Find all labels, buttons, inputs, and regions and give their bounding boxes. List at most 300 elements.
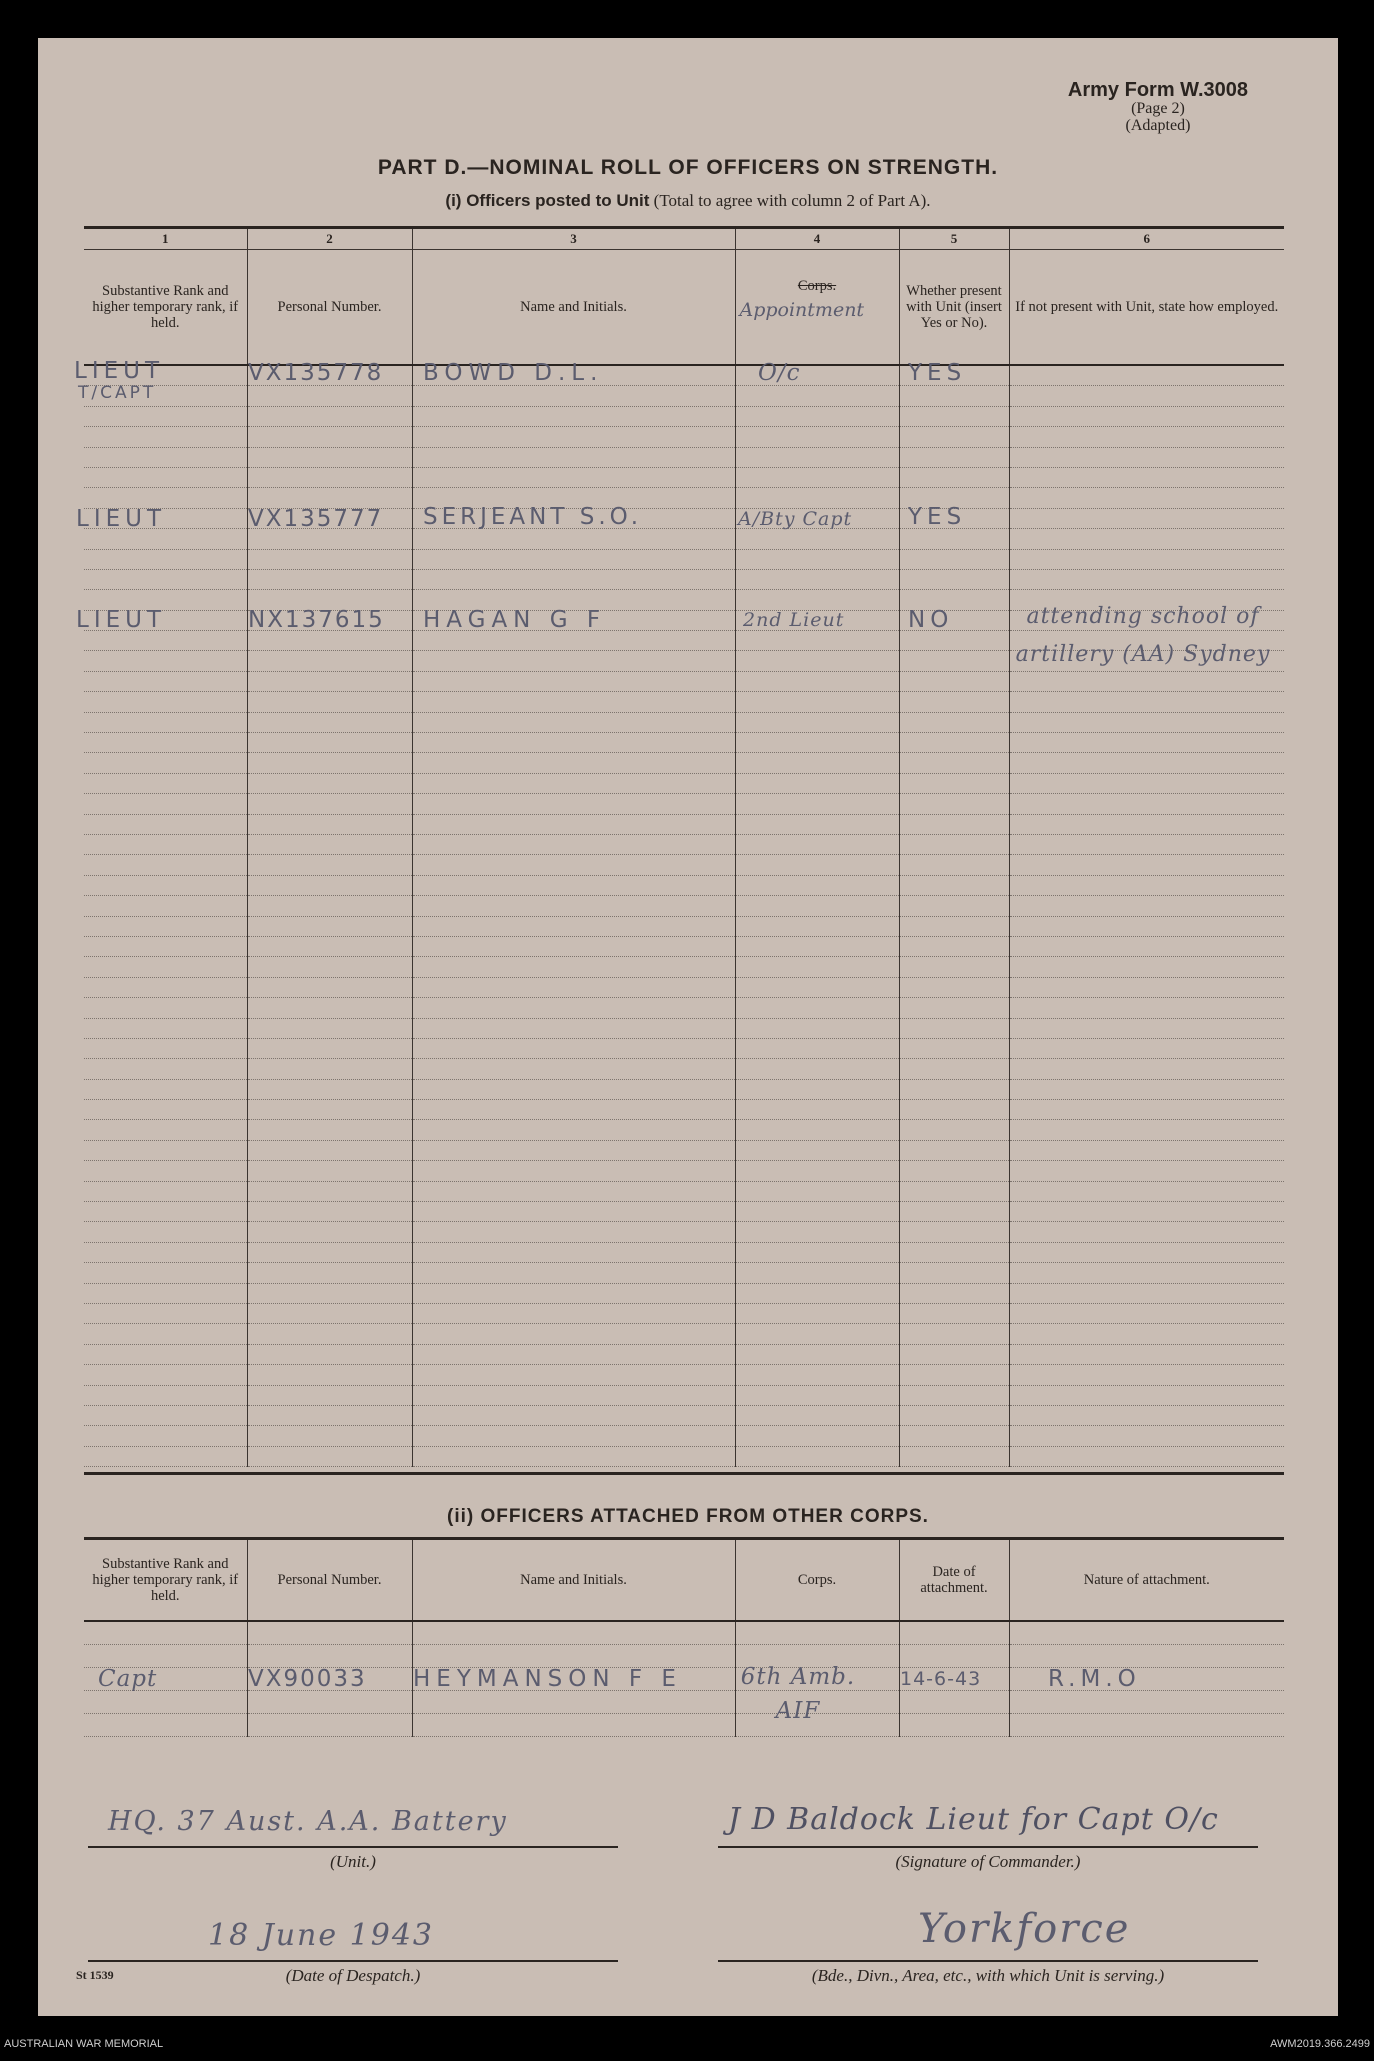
attached-officers-table: [84, 1540, 1284, 1737]
posted-row: [84, 936, 1284, 956]
posted-cell: [84, 427, 247, 447]
posted-cell: [1009, 773, 1284, 793]
posted-cell: [84, 1038, 247, 1058]
posted-cell: [735, 467, 899, 487]
posted-header-row: [84, 250, 1284, 366]
posted-cell: [84, 957, 247, 977]
posted-cell: [84, 447, 247, 467]
col-number-3: 3: [412, 229, 735, 250]
posted-cell: [412, 1324, 735, 1344]
part-d-subtitle-bold: (i) Officers posted to Unit: [445, 191, 650, 210]
entry-3-number: NX137615: [248, 607, 385, 633]
attached-entry-number: VX90033: [248, 1666, 367, 1692]
posted-cell: [899, 1426, 1009, 1446]
posted-cell: [84, 1120, 247, 1140]
posted-cell: [84, 977, 247, 997]
posted-row: [84, 875, 1284, 895]
posted-cell: [899, 447, 1009, 467]
print-code: St 1539: [76, 1968, 114, 1982]
posted-cell: [735, 427, 899, 447]
posted-cell: [899, 1263, 1009, 1283]
attached-cell: [899, 1714, 1009, 1737]
posted-cell: [1009, 1426, 1284, 1446]
header-corps: [735, 250, 899, 366]
despatch-date-value: 18 June 1943: [208, 1918, 435, 1953]
posted-cell: [735, 977, 899, 997]
posted-row: [84, 753, 1284, 773]
posted-cell: [84, 936, 247, 956]
posted-cell: [735, 692, 899, 712]
entry-1-present: YES: [908, 360, 967, 386]
posted-cell: [1009, 1181, 1284, 1201]
posted-cell: [1009, 1059, 1284, 1079]
posted-cell: [247, 1100, 412, 1120]
attached-row: [84, 1621, 1284, 1645]
posted-cell: [1009, 1303, 1284, 1323]
posted-cell: [247, 692, 412, 712]
posted-row: [84, 1365, 1284, 1385]
posted-cell: [899, 671, 1009, 691]
posted-cell: [247, 1140, 412, 1160]
posted-cell: [247, 753, 412, 773]
attached-header-name: Name and Initials.: [412, 1540, 735, 1621]
posted-cell: [84, 1242, 247, 1262]
posted-row: [84, 957, 1284, 977]
attached-title: (ii) OFFICERS ATTACHED FROM OTHER CORPS.: [447, 1506, 929, 1527]
posted-row: [84, 671, 1284, 691]
posted-cell: [247, 1303, 412, 1323]
attached-row: [84, 1645, 1284, 1668]
posted-cell: [84, 1324, 247, 1344]
posted-cell: [84, 569, 247, 589]
posted-cell: [84, 1426, 247, 1446]
posted-cell: [412, 1059, 735, 1079]
posted-cell: [1009, 1283, 1284, 1303]
header-name: Name and Initials.: [412, 250, 735, 366]
posted-cell: [84, 753, 247, 773]
posted-cell: [84, 1202, 247, 1222]
posted-cell: [247, 875, 412, 895]
posted-cell: [899, 936, 1009, 956]
posted-cell: [899, 875, 1009, 895]
posted-cell: [84, 1283, 247, 1303]
posted-cell: [84, 1181, 247, 1201]
posted-cell: [899, 1405, 1009, 1425]
attached-entry-date: 14-6-43: [900, 1668, 982, 1690]
posted-cell: [247, 1324, 412, 1344]
entry-3-appointment: 2nd Lieut: [743, 609, 845, 631]
column-numbers-row: [84, 229, 1284, 250]
posted-cell: [735, 773, 899, 793]
posted-cell: [247, 794, 412, 814]
signature-line: [718, 1846, 1258, 1848]
posted-cell: [247, 671, 412, 691]
attached-cell: [247, 1621, 412, 1645]
signature-value: J D Baldock Lieut for Capt O/c: [728, 1802, 1219, 1837]
posted-cell: [735, 1140, 899, 1160]
posted-row: [84, 1161, 1284, 1181]
part-d-subtitle: [38, 191, 1338, 211]
posted-cell: [899, 1038, 1009, 1058]
posted-cell: [899, 569, 1009, 589]
posted-cell: [899, 834, 1009, 854]
posted-row: [84, 998, 1284, 1018]
posted-cell: [735, 712, 899, 732]
posted-cell: [247, 1222, 412, 1242]
posted-cell: [899, 957, 1009, 977]
posted-row: [84, 1303, 1284, 1323]
posted-cell: [247, 1120, 412, 1140]
posted-cell: [899, 1365, 1009, 1385]
posted-cell: [899, 1283, 1009, 1303]
posted-cell: [1009, 1324, 1284, 1344]
entry-2-appointment: A/Bty Capt: [738, 508, 853, 530]
posted-cell: [899, 1303, 1009, 1323]
posted-cell: [899, 631, 1009, 651]
posted-cell: [1009, 896, 1284, 916]
attached-cell: [1009, 1691, 1284, 1714]
posted-cell: [412, 1161, 735, 1181]
posted-cell: [247, 712, 412, 732]
posted-cell: [1009, 447, 1284, 467]
posted-cell: [735, 1446, 899, 1466]
posted-row: [84, 1140, 1284, 1160]
posted-cell: [247, 1018, 412, 1038]
entry-2-name: SERJEANT S.O.: [423, 504, 643, 530]
posted-cell: [412, 896, 735, 916]
posted-cell: [412, 712, 735, 732]
posted-cell: [1009, 1038, 1284, 1058]
posted-cell: [247, 1365, 412, 1385]
posted-cell: [412, 1263, 735, 1283]
posted-cell: [84, 1303, 247, 1323]
despatch-date-caption: (Date of Despatch.): [285, 1966, 421, 1985]
col-number-4: 4: [735, 229, 899, 250]
posted-row: [84, 1405, 1284, 1425]
posted-cell: [1009, 1120, 1284, 1140]
posted-cell: [412, 1385, 735, 1405]
posted-cell: [247, 1263, 412, 1283]
posted-row: [84, 1181, 1284, 1201]
formation-line: [718, 1960, 1258, 1962]
posted-row: [84, 773, 1284, 793]
posted-cell: [247, 1405, 412, 1425]
posted-cell: [412, 671, 735, 691]
header-personal-number: Personal Number.: [247, 250, 412, 366]
posted-row: [84, 896, 1284, 916]
posted-cell: [84, 1222, 247, 1242]
posted-cell: [1009, 406, 1284, 426]
posted-cell: [247, 733, 412, 753]
posted-cell: [1009, 467, 1284, 487]
attached-cell: [84, 1691, 247, 1714]
posted-cell: [1009, 1202, 1284, 1222]
form-name: Army Form W.3008: [1067, 79, 1248, 101]
posted-cell: [1009, 998, 1284, 1018]
posted-cell: [1009, 1018, 1284, 1038]
posted-cell: [1009, 855, 1284, 875]
posted-cell: [1009, 1446, 1284, 1466]
posted-cell: [1009, 1242, 1284, 1262]
posted-cell: [899, 1202, 1009, 1222]
posted-cell: [1009, 488, 1284, 508]
posted-cell: [899, 529, 1009, 549]
posted-cell: [247, 651, 412, 671]
posted-cell: [735, 814, 899, 834]
entry-1-number: VX135778: [248, 360, 384, 386]
posted-cell: [735, 855, 899, 875]
posted-cell: [84, 814, 247, 834]
posted-cell: [899, 998, 1009, 1018]
col-number-6: 6: [1009, 229, 1284, 250]
posted-cell: [735, 936, 899, 956]
posted-cell: [899, 467, 1009, 487]
attached-cell: [84, 1621, 247, 1645]
attached-header-date: Date of attachment.: [899, 1540, 1009, 1621]
posted-cell: [412, 977, 735, 997]
posted-cell: [412, 692, 735, 712]
posted-cell: [899, 814, 1009, 834]
posted-cell: [1009, 916, 1284, 936]
posted-row: [84, 1426, 1284, 1446]
posted-row: [84, 386, 1284, 406]
posted-cell: [247, 1446, 412, 1466]
posted-cell: [247, 1181, 412, 1201]
posted-cell: [412, 1120, 735, 1140]
posted-cell: [735, 671, 899, 691]
attached-cell: [412, 1714, 735, 1737]
form-page: [38, 38, 1338, 2016]
formation-caption: (Bde., Divn., Area, etc., with which Unit is serving.): [811, 1966, 1165, 1985]
posted-cell: [735, 569, 899, 589]
posted-cell: [899, 753, 1009, 773]
form-adapted: (Adapted): [1125, 116, 1191, 134]
posted-cell: [412, 1100, 735, 1120]
posted-cell: [899, 549, 1009, 569]
posted-cell: [247, 773, 412, 793]
posted-row: [84, 1344, 1284, 1364]
attached-header-corps: Corps.: [735, 1540, 899, 1621]
posted-cell: [84, 875, 247, 895]
posted-cell: [412, 1018, 735, 1038]
posted-cell: [247, 631, 412, 651]
posted-cell: [412, 875, 735, 895]
posted-cell: [412, 1405, 735, 1425]
posted-cell: [412, 467, 735, 487]
posted-cell: [735, 1100, 899, 1120]
attached-cell: [84, 1714, 247, 1737]
posted-cell: [1009, 1100, 1284, 1120]
posted-cell: [735, 406, 899, 426]
posted-row: [84, 467, 1284, 487]
posted-cell: [735, 1120, 899, 1140]
posted-cell: [84, 406, 247, 426]
attached-entry-rank: Capt: [98, 1666, 158, 1692]
posted-cell: [247, 427, 412, 447]
posted-cell: [735, 1079, 899, 1099]
attached-header-nature: Nature of attachment.: [1009, 1540, 1284, 1621]
posted-cell: [899, 692, 1009, 712]
signature-caption: (Signature of Commander.): [895, 1852, 1081, 1871]
posted-cell: [735, 957, 899, 977]
posted-cell: [247, 1344, 412, 1364]
form-page-number: (Page 2): [1131, 100, 1185, 117]
posted-cell: [1009, 977, 1284, 997]
posted-cell: [1009, 834, 1284, 854]
posted-row: [84, 1324, 1284, 1344]
posted-cell: [412, 1181, 735, 1201]
posted-cell: [247, 916, 412, 936]
col-number-2: 2: [247, 229, 412, 250]
posted-cell: [84, 834, 247, 854]
posted-cell: [735, 1365, 899, 1385]
posted-cell: [735, 1242, 899, 1262]
entry-3-employed: attending school of artillery (AA) Sydney: [1015, 604, 1271, 667]
posted-cell: [247, 549, 412, 569]
posted-cell: [412, 1140, 735, 1160]
attached-cell: [247, 1645, 412, 1668]
posted-cell: [84, 1344, 247, 1364]
posted-cell: [1009, 1263, 1284, 1283]
posted-cell: [735, 1405, 899, 1425]
posted-row: [84, 447, 1284, 467]
posted-cell: [735, 488, 899, 508]
posted-row: [84, 1120, 1284, 1140]
posted-cell: [84, 692, 247, 712]
posted-row: [84, 1385, 1284, 1405]
posted-cell: [1009, 529, 1284, 549]
entry-2-number: VX135777: [248, 506, 384, 532]
posted-row: [84, 1038, 1284, 1058]
posted-cell: [412, 936, 735, 956]
posted-cell: [412, 1446, 735, 1466]
posted-cell: [247, 569, 412, 589]
posted-cell: [1009, 569, 1284, 589]
posted-cell: [1009, 365, 1284, 386]
posted-row: [84, 977, 1284, 997]
posted-cell: [1009, 712, 1284, 732]
header-rank: Substantive Rank and higher temporary rank, if held.: [92, 282, 239, 332]
attached-cell: [899, 1645, 1009, 1668]
posted-cell: [412, 814, 735, 834]
part-d-subtitle-rest: (Total to agree with column 2 of Part A).: [653, 191, 931, 210]
posted-cell: [84, 1161, 247, 1181]
posted-cell: [84, 1365, 247, 1385]
posted-cell: [735, 1324, 899, 1344]
posted-cell: [247, 1385, 412, 1405]
posted-cell: [412, 773, 735, 793]
posted-cell: [84, 549, 247, 569]
posted-cell: [84, 651, 247, 671]
posted-row: [84, 692, 1284, 712]
posted-cell: [735, 549, 899, 569]
archive-reference: AWM2019.366.2499: [1270, 2038, 1370, 2050]
entry-3-name: HAGAN G F: [423, 607, 607, 633]
header-corps-struck: Corps.: [797, 278, 837, 294]
posted-cell: [412, 1222, 735, 1242]
posted-cell: [735, 386, 899, 406]
attached-cell: [899, 1621, 1009, 1645]
posted-cell: [412, 1344, 735, 1364]
posted-cell: [247, 977, 412, 997]
posted-cell: [84, 467, 247, 487]
posted-cell: [899, 1100, 1009, 1120]
header-corps-handwritten: Appointment: [739, 299, 865, 321]
posted-cell: [84, 1100, 247, 1120]
posted-cell: [1009, 733, 1284, 753]
posted-cell: [735, 896, 899, 916]
posted-cell: [899, 794, 1009, 814]
posted-cell: [1009, 508, 1284, 528]
posted-cell: [1009, 753, 1284, 773]
posted-cell: [735, 834, 899, 854]
unit-line: [88, 1846, 618, 1848]
posted-cell: [899, 1181, 1009, 1201]
despatch-date-line: [88, 1960, 618, 1962]
posted-cell: [899, 1344, 1009, 1364]
posted-cell: [735, 529, 899, 549]
attached-cell: [1009, 1645, 1284, 1668]
posted-cell: [735, 753, 899, 773]
posted-cell: [84, 998, 247, 1018]
posted-cell: [412, 549, 735, 569]
posted-row: [84, 1079, 1284, 1099]
posted-cell: [1009, 1385, 1284, 1405]
posted-cell: [899, 651, 1009, 671]
posted-row: [84, 1018, 1284, 1038]
posted-cell: [412, 1426, 735, 1446]
attached-cell: [84, 1645, 247, 1668]
posted-cell: [735, 447, 899, 467]
posted-cell: [1009, 549, 1284, 569]
posted-cell: [1009, 427, 1284, 447]
posted-cell: [735, 1385, 899, 1405]
posted-cell: [247, 1038, 412, 1058]
posted-cell: [247, 1202, 412, 1222]
posted-cell: [247, 406, 412, 426]
posted-cell: [84, 855, 247, 875]
attached-header-rank: Substantive Rank and higher temporary rank, if held.: [92, 1555, 239, 1605]
col-number-1: 1: [162, 231, 169, 246]
posted-cell: [247, 834, 412, 854]
entry-1-appointment: O/c: [758, 360, 801, 386]
attached-row: [84, 1714, 1284, 1737]
posted-cell: [247, 936, 412, 956]
posted-cell: [247, 814, 412, 834]
posted-cell: [84, 1405, 247, 1425]
posted-cell: [899, 855, 1009, 875]
posted-cell: [247, 386, 412, 406]
posted-cell: [899, 1018, 1009, 1038]
posted-cell: [1009, 814, 1284, 834]
posted-cell: [899, 977, 1009, 997]
posted-cell: [1009, 1222, 1284, 1242]
posted-cell: [899, 1059, 1009, 1079]
posted-cell: [735, 631, 899, 651]
posted-row: [84, 1100, 1284, 1120]
part-d-bottom-rule: [84, 1472, 1284, 1475]
posted-cell: [247, 447, 412, 467]
posted-row: [84, 712, 1284, 732]
attached-cell: [412, 1645, 735, 1668]
posted-cell: [84, 631, 247, 651]
attached-cell: [412, 1621, 735, 1645]
entry-1-rank: LIEUT: [74, 358, 165, 384]
unit-value: HQ. 37 Aust. A.A. Battery: [108, 1806, 508, 1837]
posted-cell: [899, 733, 1009, 753]
posted-cell: [1009, 875, 1284, 895]
posted-cell: [412, 1303, 735, 1323]
